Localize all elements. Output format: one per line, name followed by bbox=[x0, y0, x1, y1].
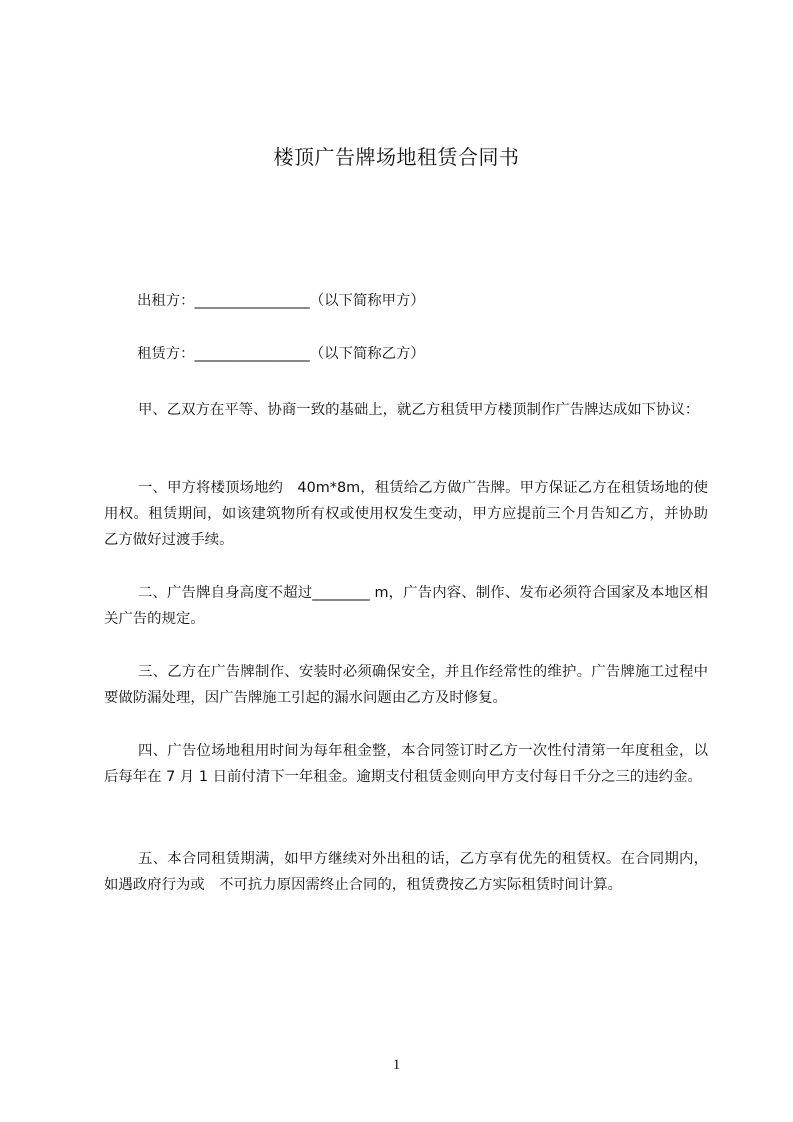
document-title: 楼顶广告牌场地租赁合同书 bbox=[273, 145, 520, 169]
paragraph-clause-2: 二、广告牌自身高度不超过________ m，广告内容、制作、发布必须符合国家及本地区相关广告的规定。 bbox=[104, 585, 708, 627]
paragraph-clause-3: 三、乙方在广告牌制作、安装时必须确保安全，并且作经常性的维护。广告牌施工过程中要做防漏处理，因广告牌施工引起的漏水问题由乙方及时修复。 bbox=[104, 664, 708, 706]
paragraph-clause-5: 五、本合同租赁期满，如甲方继续对外出租的话，乙方享有优先的租赁权。在合同期内，如遇政府行为或 不可抗力原因需终止合同的，租赁费按乙方实际租赁时间计算。 bbox=[104, 851, 708, 893]
lessee-line: 租赁方：________________（以下简称乙方） bbox=[137, 346, 425, 362]
lessor-line: 出租方：________________（以下简称甲方） bbox=[137, 293, 425, 309]
paragraph-intro: 甲、乙双方在平等、协商一致的基础上，就乙方租赁甲方楼顶制作广告牌达成如下协议： bbox=[138, 402, 700, 418]
paragraph-clause-1: 一、甲方将楼顶场地约 40m*8m，租赁给乙方做广告牌。甲方保证乙方在租赁场地的使用权。租赁期间，如该建筑物所有权或使用权发生变动，甲方应提前三个月告知乙方，并协助乙方做好过渡手续。 bbox=[104, 480, 708, 548]
page-number: 1 bbox=[392, 1057, 401, 1073]
paragraph-clause-4: 四、广告位场地租用时间为每年租金整，本合同签订时乙方一次性付清第一年度租金，以后每年在 7 月 1 日前付清下一年租金。逾期支付租赁金则向甲方支付每日千分之三的违约金。 bbox=[104, 743, 708, 785]
